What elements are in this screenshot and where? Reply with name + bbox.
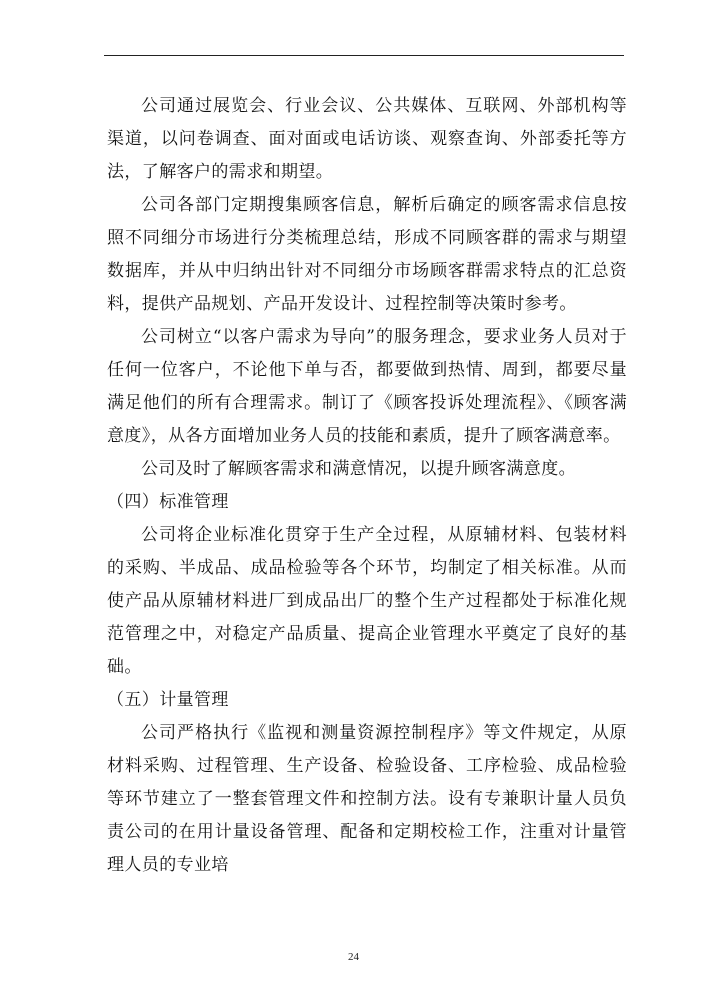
body-paragraph: 公司将企业标准化贯穿于生产全过程，从原辅材料、包装材料的采购、半成品、成品检验等各个环节，均制定了相关标准。从而使产品从原辅材料进厂到成品出厂的整个生产过程都处于标准化规范管理之中，对稳定产品质量、提高企业管理水平奠定了良好的基础。 xyxy=(107,525,627,677)
body-paragraph: 公司严格执行《监视和测量资源控制程序》等文件规定，从原材料采购、过程管理、生产设备、检验设备、工序检验、成品检验等环节建立了一整套管理文件和控制方法。设有专兼职计量人员负责公司的在用计量设备管理、配备和定期校检工作，注重对计量管理人员的专业培 xyxy=(107,723,627,875)
body-paragraph: 公司树立“以客户需求为导向”的服务理念，要求业务人员对于任何一位客户，不论他下单与否，都要做到热情、周到，都要尽量满足他们的所有合理需求。制订了《顾客投诉处理流程》、《顾客满意度》，从各方面增加业务人员的技能和素质，提升了顾客满意率。 xyxy=(107,327,627,446)
body-paragraph: 公司及时了解顾客需求和满意情况，以提升顾客满意度。 xyxy=(141,459,576,479)
section-heading: （四）标准管理 xyxy=(107,492,229,512)
body-paragraph: 公司各部门定期搜集顾客信息，解析后确定的顾客需求信息按照不同细分市场进行分类梳理总结，形成不同顾客群的需求与期望数据库，并从中归纳出针对不同细分市场顾客群需求特点的汇总资料，提供产品规划、产品开发设计、过程控制等决策时参考。 xyxy=(107,195,627,314)
document-body xyxy=(107,90,627,882)
page-number: 24 xyxy=(348,951,359,963)
section-heading: （五）计量管理 xyxy=(107,690,229,710)
body-paragraph: 公司通过展览会、行业会议、公共媒体、互联网、外部机构等渠道，以问卷调查、面对面或电话访谈、观察查询、外部委托等方法，了解客户的需求和期望。 xyxy=(107,96,627,182)
header-rule xyxy=(104,55,624,56)
